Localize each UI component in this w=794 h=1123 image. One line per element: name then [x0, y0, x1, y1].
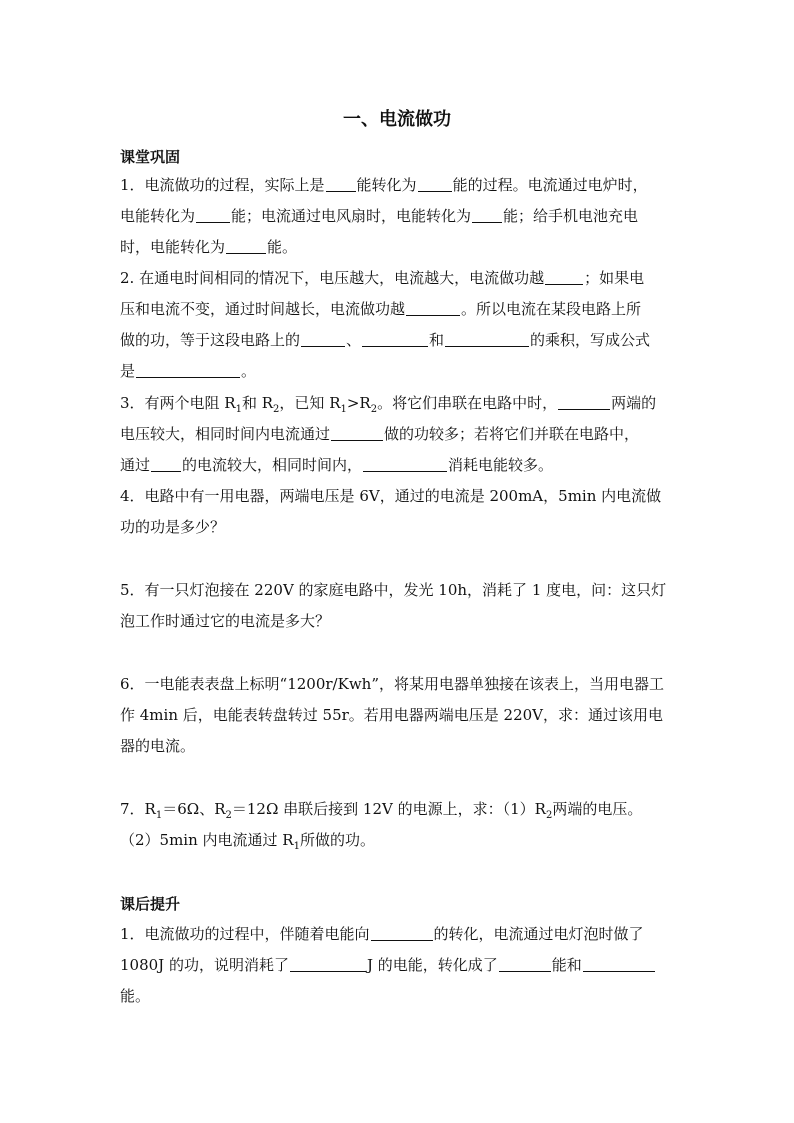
blank	[331, 426, 383, 441]
blank	[362, 332, 428, 347]
practice-1-line-2: 1080J 的功，说明消耗了 J 的电能，转化成了 能和	[120, 955, 656, 975]
section-heading-after-class: 课后提升	[120, 895, 181, 913]
blank	[499, 957, 551, 972]
blank	[290, 957, 366, 972]
question-3-line-3: 通过 的电流较大，相同时间内， 消耗电能较多。	[120, 456, 554, 474]
question-3-line-1: 3．有两个电阻 $R_1$和 $R_2$，已知 $R_1>R_2$。将它们串联在电路中时， 两端的	[120, 394, 657, 415]
blank	[151, 457, 181, 472]
blank	[326, 177, 356, 192]
blank	[418, 177, 452, 192]
blank	[545, 270, 583, 285]
blank	[363, 457, 447, 472]
blank	[583, 957, 655, 972]
practice-1-line-3: 能。	[120, 987, 151, 1005]
blank	[226, 239, 266, 254]
question-5-line-2: 泡工作时通过它的电流是多大？	[120, 612, 331, 630]
question-7-line-2: （2）5min 内电流通过 $R_1$所做的功。	[120, 831, 375, 852]
question-2-line-2: 压和电流不变，通过时间越长，电流做功越 。所以电流在某段电路上所	[120, 300, 642, 318]
question-2-line-4: 是 。	[120, 362, 257, 380]
question-6-line-2: 作 4min 后，电能表转盘转过 55r。若用电器两端电压是 220V，求：通过该用电	[120, 706, 664, 724]
practice-1-line-1: 1．电流做功的过程中，伴随着电能向 的转化，电流通过电灯泡时做了	[120, 925, 644, 943]
question-4-line-1: 4．电路中有一用电器，两端电压是 6V，通过的电流是 200mA，5min 内电流做	[120, 487, 662, 505]
question-5-line-1: 5．有一只灯泡接在 220V 的家庭电路中，发光 10h，消耗了 1 度电，问：这只灯	[120, 581, 667, 599]
question-1-line-3: 时，电能转化为 能。	[120, 238, 298, 256]
question-6-line-3: 器的电流。	[120, 737, 196, 755]
blank	[558, 395, 610, 410]
page-title: 一、电流做功	[343, 109, 451, 130]
blank	[445, 332, 529, 347]
question-3-line-2: 电压较大，相同时间内电流通过 做的功较多；若将它们并联在电路中，	[120, 425, 640, 443]
blank	[472, 208, 502, 223]
blank	[136, 363, 240, 378]
question-4-line-2: 功的功是多少？	[120, 518, 226, 536]
section-heading-classroom: 课堂巩固	[120, 148, 181, 166]
blank	[301, 332, 345, 347]
blank	[371, 926, 433, 941]
question-7-line-1: 7．$R_1=6\Omega$、$R_2=12\Omega$ 串联后接到 12V 的电源上，求：$(1)R_2$两端的电压。	[120, 800, 643, 821]
question-2-line-1: 2. 在通电时间相同的情况下，电压越大，电流越大，电流做功越 ；如果电	[120, 269, 645, 287]
question-2-line-3: 做的功，等于这段电路上的 、 和 的乘积，写成公式	[120, 331, 651, 349]
question-1-line-1: 1．电流做功的过程，实际上是 能转化为 能的过程。电流通过电炉时，	[120, 176, 648, 194]
blank	[196, 208, 230, 223]
question-1-line-2: 电能转化为 能；电流通过电风扇时，电能转化为 能；给手机电池充电	[120, 207, 639, 225]
blank	[406, 301, 460, 316]
question-6-line-1: 6．一电能表表盘上标明“1200r/Kwh”，将某用电器单独接在该表上，当用电器工	[120, 675, 664, 693]
